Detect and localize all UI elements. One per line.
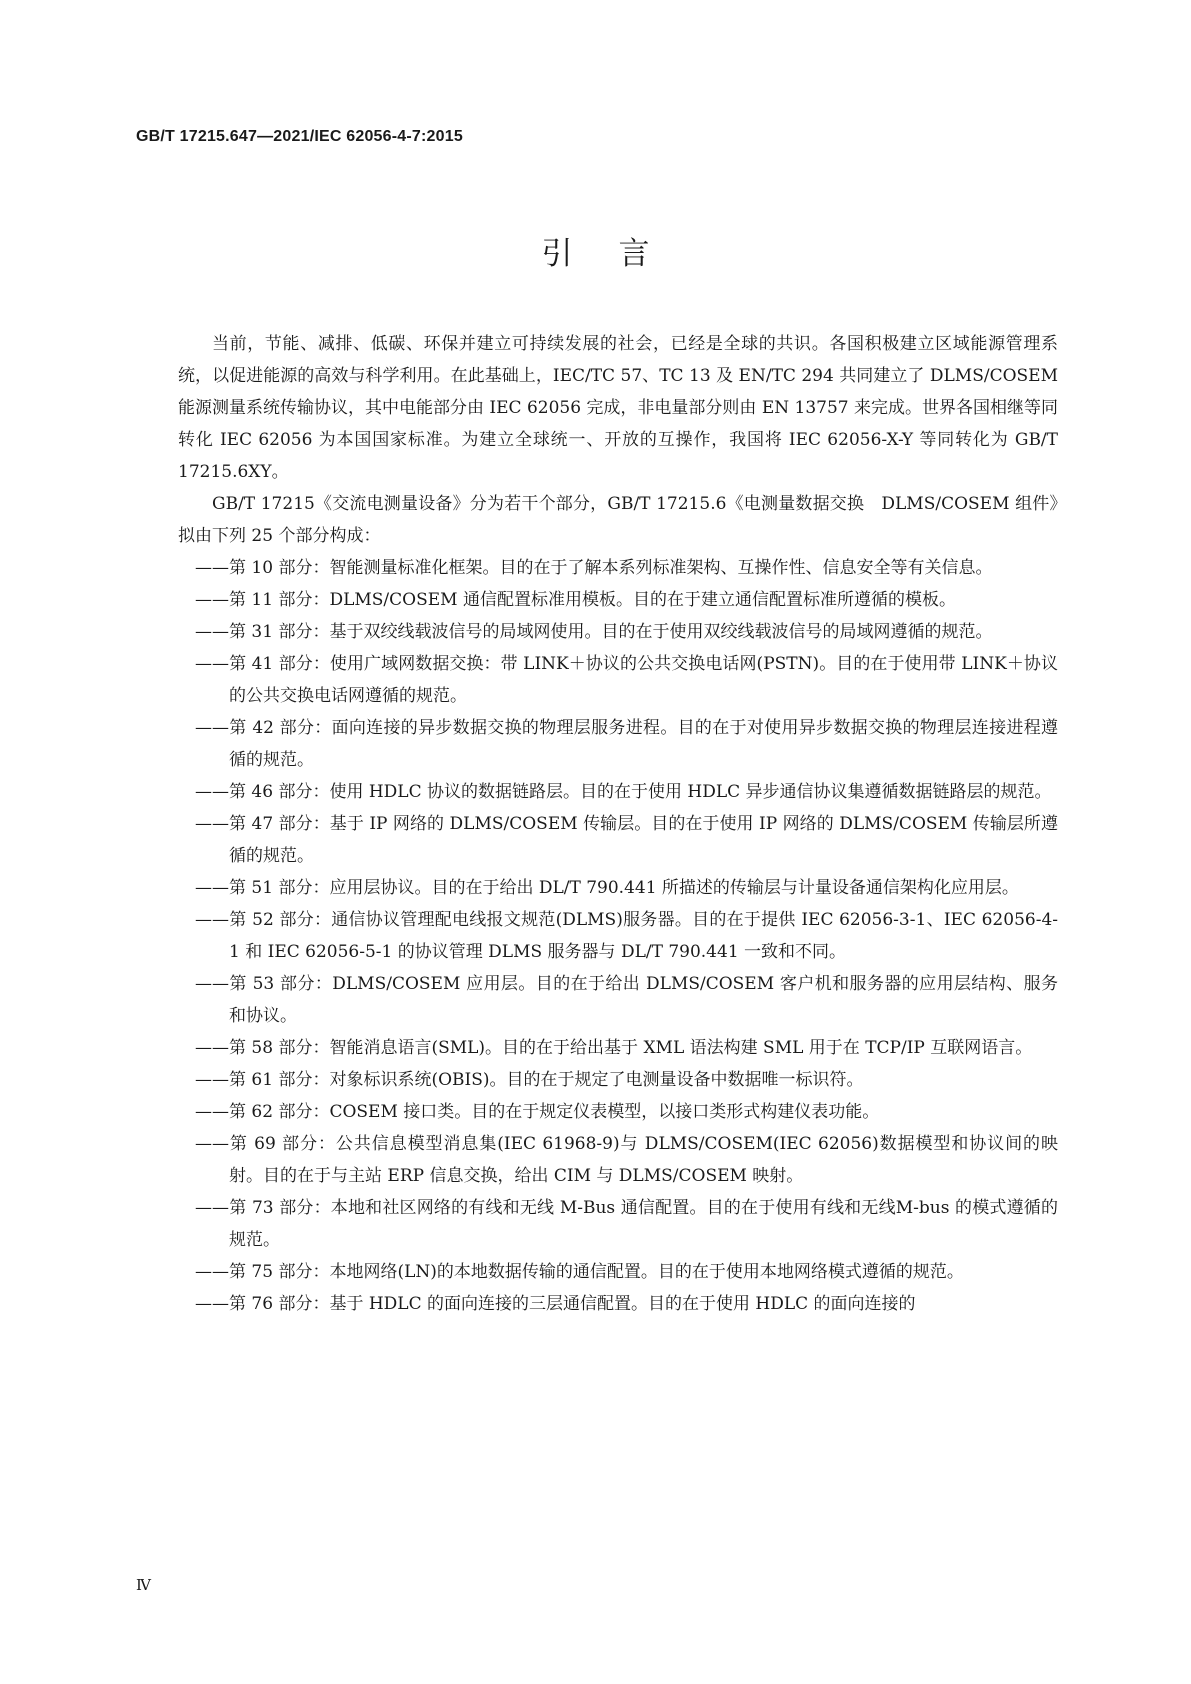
intro-paragraph: 当前，节能、减排、低碳、环保并建立可持续发展的社会，已经是全球的共识。各国积极建立区域能源管理系统，以促进能源的高效与科学利用。在此基础上，IEC/TC 57、TC 13 及 EN/TC 294 共同建立了 DLMS/COSEM 能源测量系统传输协议，其中电能部分由 IEC 62056 完成，非电量部分则由 EN 13757 来完成。世界各国相继等同转化 IEC 62056 为本国国家标准。为建立全球统一、开放的互操作，我国将 IEC 62056-X-Y 等同转化为 GB/T 17215.6XY。 (178, 334, 1058, 482)
list-item: ——第 58 部分：智能消息语言(SML)。目的在于给出基于 XML 语法构建 SML 用于在 TCP/IP 互联网语言。 (195, 1038, 1033, 1058)
list-item: ——第 76 部分：基于 HDLC 的面向连接的三层通信配置。目的在于使用 HDLC 的面向连接的 (195, 1294, 916, 1314)
list-item: ——第 47 部分：基于 IP 网络的 DLMS/COSEM 传输层。目的在于使用 IP 网络的 DLMS/COSEM 传输层所遵循的规范。 (195, 814, 1058, 866)
list-item: ——第 11 部分：DLMS/COSEM 通信配置标准用模板。目的在于建立通信配置标准所遵循的模板。 (195, 590, 956, 610)
list-item: ——第 62 部分：COSEM 接口类。目的在于规定仪表模型，以接口类形式构建仪表功能。 (195, 1102, 880, 1122)
parts-list (178, 552, 1058, 1320)
list-item: ——第 42 部分：面向连接的异步数据交换的物理层服务进程。目的在于对使用异步数据交换的物理层连接进程遵循的规范。 (195, 718, 1058, 770)
document-header-code: GB/T 17215.647—2021/IEC 62056-4-7:2015 (136, 128, 463, 145)
page-title: 引言 (541, 236, 696, 272)
list-item: ——第 73 部分：本地和社区网络的有线和无线 M-Bus 通信配置。目的在于使用有线和无线M-bus 的模式遵循的规范。 (195, 1198, 1058, 1250)
list-item: ——第 69 部分：公共信息模型消息集(IEC 61968-9)与 DLMS/COSEM(IEC 62056)数据模型和协议间的映射。目的在于与主站 ERP 信息交换，给出 CIM 与 DLMS/COSEM 映射。 (195, 1134, 1058, 1186)
list-item: ——第 31 部分：基于双绞线载波信号的局域网使用。目的在于使用双绞线载波信号的局域网遵循的规范。 (195, 622, 993, 642)
list-item: ——第 51 部分：应用层协议。目的在于给出 DL/T 790.441 所描述的传输层与计量设备通信架构化应用层。 (195, 878, 1019, 898)
list-item: ——第 41 部分：使用广域网数据交换：带 LINK＋协议的公共交换电话网(PSTN)。目的在于使用带 LINK＋协议的公共交换电话网遵循的规范。 (195, 654, 1058, 706)
page-number: Ⅳ (136, 1576, 151, 1594)
list-item: ——第 75 部分：本地网络(LN)的本地数据传输的通信配置。目的在于使用本地网络模式遵循的规范。 (195, 1262, 964, 1282)
list-item: ——第 46 部分：使用 HDLC 协议的数据链路层。目的在于使用 HDLC 异步通信协议集遵循数据链路层的规范。 (195, 782, 1052, 802)
list-item: ——第 52 部分：通信协议管理配电线报文规范(DLMS)服务器。目的在于提供 IEC 62056-3-1、IEC 62056-4-1 和 IEC 62056-5-1 的协议管理 DLMS 服务器与 DL/T 790.441 一致和不同。 (195, 910, 1058, 962)
list-item: ——第 53 部分：DLMS/COSEM 应用层。目的在于给出 DLMS/COSEM 客户机和服务器的应用层结构、服务和协议。 (195, 974, 1058, 1026)
intro-paragraph: GB/T 17215《交流电测量设备》分为若干个部分，GB/T 17215.6《电测量数据交换 DLMS/COSEM 组件》拟由下列 25 个部分构成： (178, 494, 1058, 546)
list-item: ——第 10 部分：智能测量标准化框架。目的在于了解本系列标准架构、互操作性、信息安全等有关信息。 (195, 558, 993, 578)
document-body (178, 328, 1058, 1320)
list-item: ——第 61 部分：对象标识系统(OBIS)。目的在于规定了电测量设备中数据唯一标识符。 (195, 1070, 864, 1090)
